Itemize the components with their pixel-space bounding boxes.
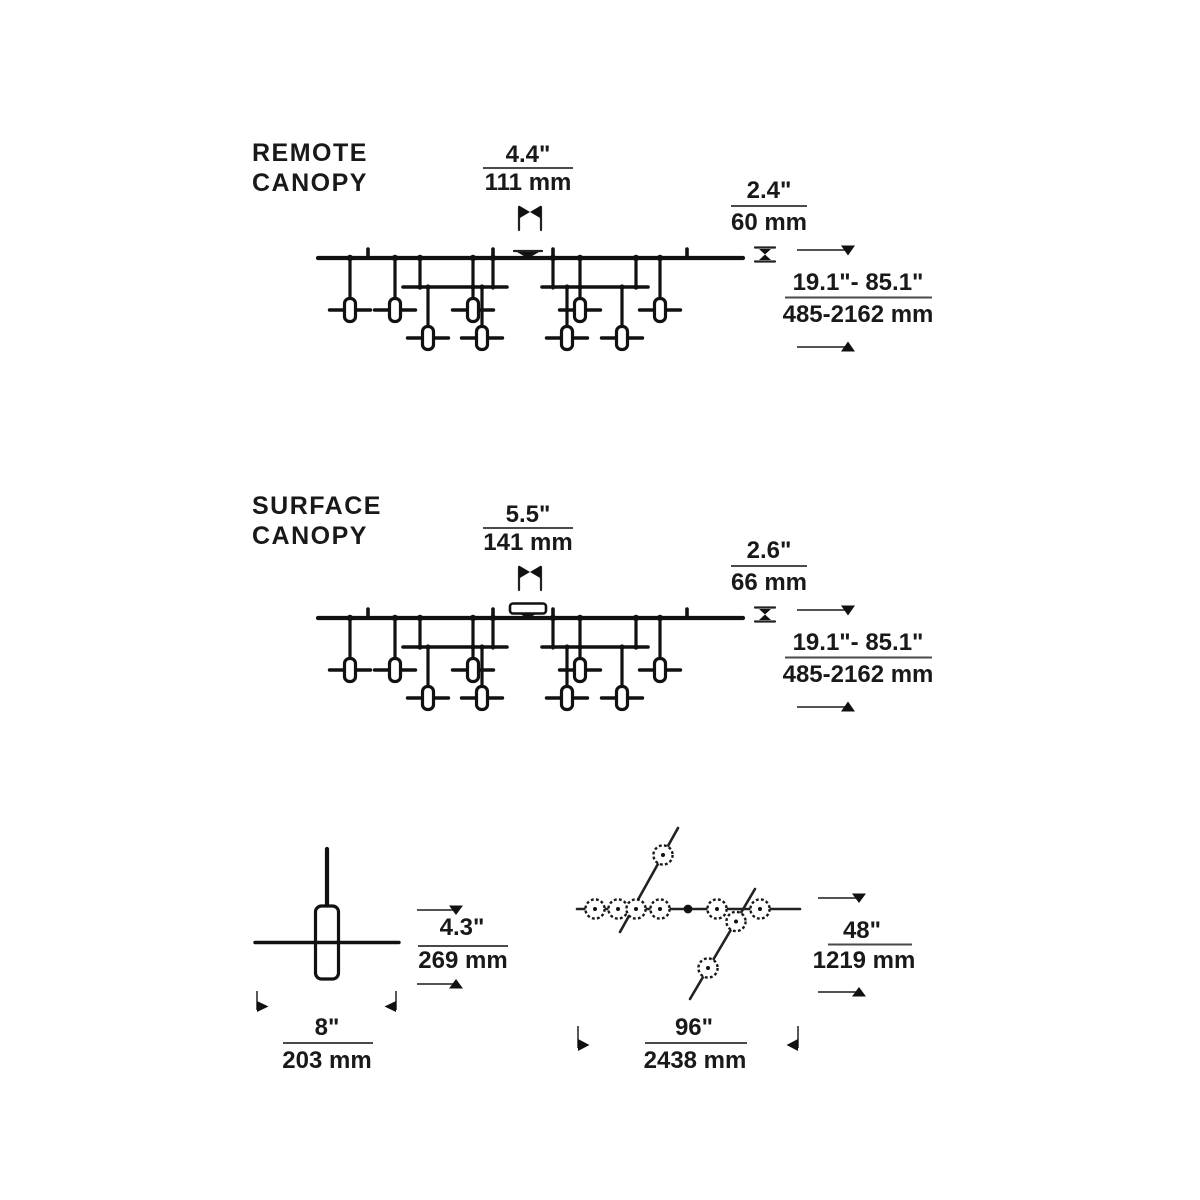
remote-suspension-range-dimension: [783, 246, 934, 352]
remote-rail-height-in: 2.4": [746, 177, 792, 204]
remote-diagram: [252, 139, 933, 352]
left-extent-arrow-icon: [787, 1039, 799, 1051]
plan-length-mm: 2438 mm: [643, 1047, 747, 1074]
remote-canopy-width-mm: 111 mm: [484, 169, 572, 196]
remote-suspension-range-mm: 485-2162 mm: [782, 301, 934, 328]
remote-rail-height-dimension: [731, 177, 807, 236]
pendant-width-in: 8": [314, 1014, 340, 1041]
plan-depth-mm: 1219 mm: [812, 947, 916, 974]
right-extent-arrow-icon: [257, 1001, 269, 1012]
remote-title-line2: CANOPY: [252, 169, 368, 197]
surface-suspension-range-dimension: [783, 606, 934, 712]
plan-depth-in: 48": [842, 917, 882, 944]
remote-title-line1: REMOTE: [252, 139, 368, 167]
pendant-detail-diagram: [255, 849, 508, 1074]
remote-suspension-range-in: 19.1"- 85.1": [792, 269, 924, 296]
surface-canopy-width-mm: 141 mm: [483, 529, 573, 556]
surface-rail-height-mm: 66 mm: [730, 569, 808, 596]
plan-view-diagram: [577, 828, 915, 1074]
pendant-height-mm: 269 mm: [418, 947, 508, 974]
surface-width-flag-arrows: [519, 566, 541, 591]
surface-rail-height-in: 2.6": [746, 537, 792, 564]
surface-title-line2: CANOPY: [252, 522, 368, 550]
remote-rail-height-mm: 60 mm: [730, 209, 808, 236]
left-extent-arrow-icon: [385, 1001, 397, 1012]
surface-suspension-range-mm: 485-2162 mm: [782, 661, 934, 688]
surface-diagram: [252, 492, 933, 712]
surface-rail-height-dimension: [731, 537, 807, 596]
plan-depth-dimension: [813, 894, 916, 997]
surface-title-line1: SURFACE: [252, 492, 382, 520]
plan-length-in: 96": [674, 1014, 714, 1041]
surface-canopy-width-in: 5.5": [505, 501, 551, 528]
surface-canopy-width-dimension: [483, 501, 573, 590]
remote-fixture-drawing: [318, 248, 775, 350]
plan-center-feed-dot: [684, 905, 693, 914]
right-extent-arrow-icon: [578, 1039, 590, 1051]
pendant-width-dimension: [257, 991, 396, 1074]
remote-width-flag-arrows: [519, 206, 541, 231]
plan-length-dimension: [578, 1014, 798, 1074]
pendant-height-in: 4.3": [439, 914, 485, 941]
surface-suspension-range-in: 19.1"- 85.1": [792, 629, 924, 656]
surface-fixture-drawing: [318, 604, 775, 710]
remote-canopy-width-dimension: [483, 141, 573, 230]
pendant-width-mm: 203 mm: [282, 1047, 372, 1074]
remote-canopy-width-in: 4.4": [505, 141, 551, 168]
pendant-height-dimension: [417, 906, 508, 989]
